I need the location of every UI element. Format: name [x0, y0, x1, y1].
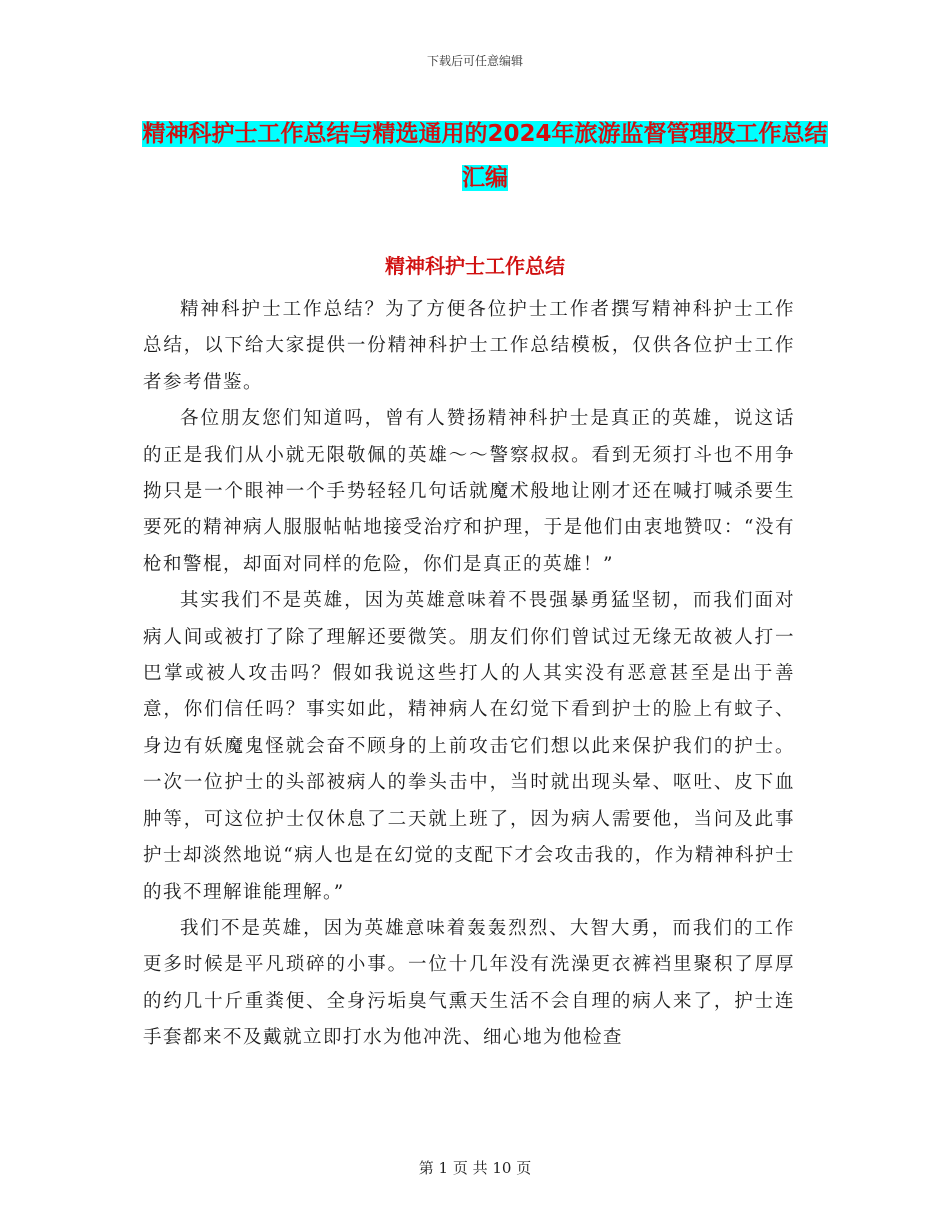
paragraph: 各位朋友您们知道吗，曾有人赞扬精神科护士是真正的英雄，说这话的正是我们从小就无限敬佩的英雄～～警察叔叔。看到无须打斗也不用争拗只是一个眼神一个手势轻轻几句话就魔术般地让刚才还在喊打喊杀要生要死的精神病人服服帖帖地接受治疗和护理，于是他们由衷地赞叹：“没有枪和警棍，却面对同样的危险，你们是真正的英雄！”: [143, 408, 795, 575]
paragraph: 其实我们不是英雄，因为英雄意味着不畏强暴勇猛坚韧，而我们面对病人间或被打了除了理解还要微笑。朋友们你们曾试过无缘无故被人打一巴掌或被人攻击吗？假如我说这些打人的人其实没有恶意甚至是出于善意，你们信任吗？事实如此，精神病人在幻觉下看到护士的脸上有蚊子、身边有妖魔鬼怪就会奋不顾身的上前攻击它们想以此来保护我们的护士。一次一位护士的头部被病人的拳头击中，当时就出现头晕、呕吐、皮下血肿等，可这位护士仅休息了二天就上班了，因为病人需要他，当问及此事护士却淡然地说“病人也是在幻觉的支配下才会攻击我的，作为精神科护士的我不理解谁能理解。”: [143, 590, 795, 903]
body-text: [143, 292, 795, 1057]
section-title: 精神科护士工作总结: [385, 254, 565, 278]
paragraph: 精神科护士工作总结？为了方便各位护士工作者撰写精神科护士工作总结，以下给大家提供一份精神科护士工作总结模板，仅供各位护士工作者参考借鉴。: [143, 299, 795, 393]
document-title: [140, 112, 830, 200]
page-footer: 第 1 页 共 10 页: [418, 1159, 532, 1177]
paragraph: 我们不是英雄，因为英雄意味着轰轰烈烈、大智大勇，而我们的工作更多时候是平凡琐碎的小事。一位十几年没有洗澡更衣裤裆里聚积了厚厚的约几十斤重粪便、全身污垢臭气熏天生活不会自理的病人来了，护士连手套都来不及戴就立即打水为他冲洗、细心地为他检查: [143, 917, 795, 1049]
header-note: 下载后可任意编辑: [426, 54, 523, 68]
document-title-text: 精神科护士工作总结与精选通用的2024年旅游监督管理股工作总结汇编: [142, 121, 828, 191]
